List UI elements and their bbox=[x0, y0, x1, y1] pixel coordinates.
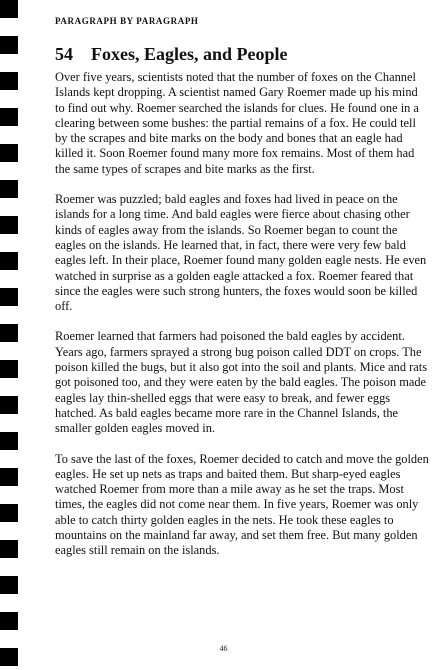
edge-marker bbox=[0, 0, 18, 18]
article-body bbox=[55, 70, 430, 574]
edge-marker bbox=[0, 468, 18, 486]
edge-marker bbox=[0, 396, 18, 414]
edge-marker bbox=[0, 108, 18, 126]
chapter-heading bbox=[55, 44, 288, 65]
edge-marker bbox=[0, 216, 18, 234]
edge-marker bbox=[0, 504, 18, 522]
edge-marker bbox=[0, 72, 18, 90]
running-head: PARAGRAPH BY PARAGRAPH bbox=[55, 16, 199, 26]
page-edge-marker-strip bbox=[0, 0, 18, 670]
paragraph: Roemer was puzzled; bald eagles and foxes had lived in peace on the islands for a long time. And bald eagles were fierce about chasing other kinds of eagles away from the islands. So Roemer began to count the eagles on the islands. He learned that, in fact, there were very few bald eagles left. In their place, Roemer found many golden eagle nests. He even watched in surprise as a golden eagle attacked a fox. Roemer feared that since the eagles were such strong hunters, the foxes would soon be killed off. bbox=[55, 192, 427, 314]
edge-marker bbox=[0, 360, 18, 378]
edge-marker bbox=[0, 432, 18, 450]
edge-marker bbox=[0, 36, 18, 54]
paragraph: Roemer learned that farmers had poisoned the bald eagles by accident. Years ago, farmers sprayed a strong bug poison called DDT on crops. The poison killed the bugs, but it also got into the soil and plants. Mice and rats got poisoned too, and they were eaten by the bald eagles. The poison made eagles lay thin-shelled eggs that were easy to break, and fewer eggs hatched. As bald eagles became more rare in the Channel Islands, the smaller golden eagles moved in. bbox=[55, 329, 428, 436]
edge-marker bbox=[0, 252, 18, 270]
edge-marker bbox=[0, 180, 18, 198]
edge-marker bbox=[0, 576, 18, 594]
edge-marker bbox=[0, 612, 18, 630]
chapter-number: 54 bbox=[55, 44, 73, 64]
edge-marker bbox=[0, 540, 18, 558]
edge-marker bbox=[0, 288, 18, 306]
paragraph: Over five years, scientists noted that the number of foxes on the Channel Islands kept dropping. A scientist named Gary Roemer made up his mind to find out why. Roemer searched the islands for clues. He found one in a clearing between some bushes: the partial remains of a fox. He could tell by the scrapes and bite marks on the body and bones that an eagle had killed it. Soon Roemer found many more fox remains. Most of them had the same types of scrapes and bite marks as the first. bbox=[55, 70, 419, 176]
page-number: 46 bbox=[219, 644, 228, 653]
chapter-title: Foxes, Eagles, and People bbox=[91, 44, 288, 64]
paragraph: To save the last of the foxes, Roemer decided to catch and move the golden eagles. He set up nets as traps and baited them. But sharp-eyed eagles watched Roemer from more than a mile away as he set the traps. Most times, the eagles did not come near them. In five years, Roemer was only able to catch thirty golden eagles in the nets. He took these eagles to mountains on the mainland far away, and set them free. But many golden eagles still remain on the islands. bbox=[55, 451, 429, 558]
edge-marker bbox=[0, 324, 18, 342]
edge-marker bbox=[0, 144, 18, 162]
